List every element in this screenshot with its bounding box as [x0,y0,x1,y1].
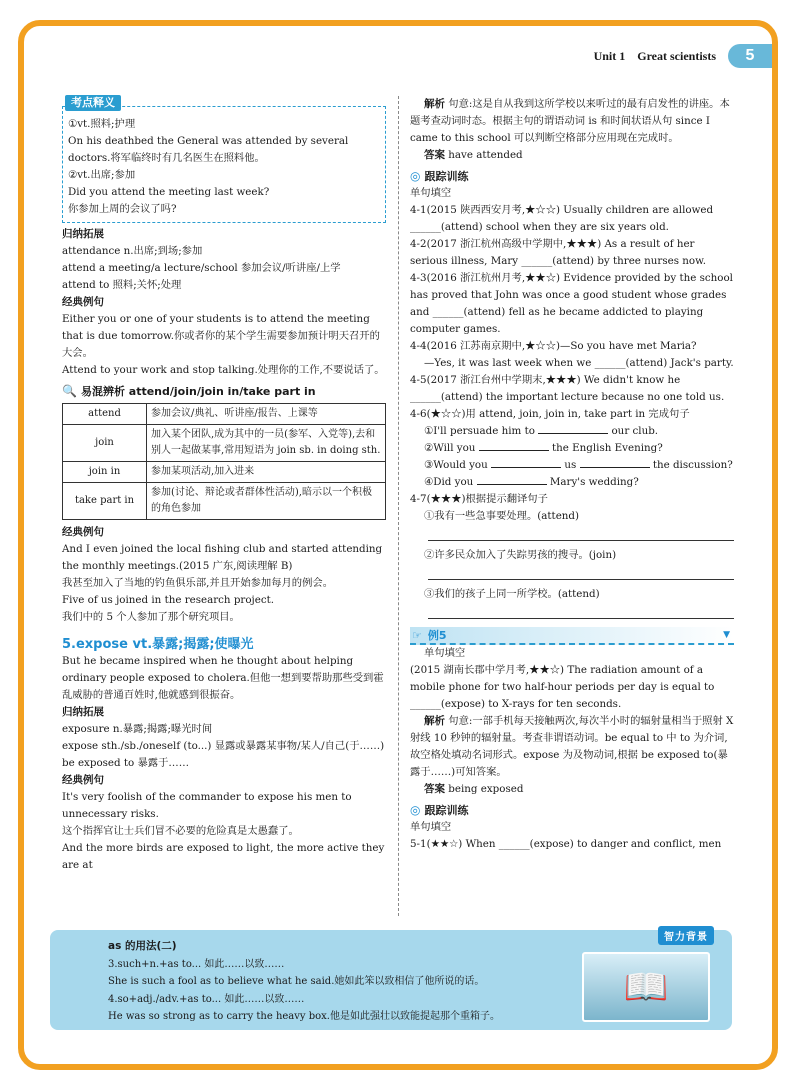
question: 5-1(★★☆) When ______(expose) to danger and conflict, men [410,838,722,850]
table-row [63,425,386,462]
question: 4-1(2015 陕西西安月考,★☆☆) Usually children are allowed ______(attend) school when they are six years old. [410,204,714,233]
text-line: exposure n.暴露;揭露;曝光时间 [62,723,213,735]
text-line: Five of us joined in the research project. [62,594,275,606]
sub-question [410,423,734,440]
sub-question-text: our club. [611,425,659,437]
text-line: Attend to your work and stop talking.处理你的工作,不要说话了。 [62,364,385,376]
compare-title-text: 易混辨析 attend/join/join in/take part in [80,385,316,398]
example-5-title: 例5 [427,628,447,642]
magnifier-icon: 🔍 [62,384,77,398]
panel-title: as 的用法(二) [108,940,177,952]
box-line: ①vt.照料;护理 [68,118,136,130]
page-number: 5 [728,44,772,68]
intellect-badge: 智力背景 [658,926,714,945]
analysis-label: 解析 [424,98,445,110]
answer-text: being exposed [448,783,524,795]
panel-line: He was so strong as to carry the heavy box.他是如此强壮以致能提起那个重箱子。 [108,1011,500,1022]
question: 4-4(2016 江苏南京期中,★☆☆)—So you have met Maria? [410,340,697,352]
sub-question [410,457,734,474]
text-line: attend to 照料;关怀;处理 [62,279,182,291]
answer [410,781,734,798]
track-title [410,168,734,185]
section-title: 经典例句 [62,774,104,786]
key-point-title: 考点释义 [65,95,121,111]
panel-line: She is such a fool as to believe what he said.她如此笨以致相信了他所说的话。 [108,976,485,987]
table-row [63,483,386,520]
answer-line[interactable] [428,605,734,619]
sub-question: ③我们的孩子上同一所学校。(attend) [424,588,600,600]
question: 4-5(2017 浙江台州中学期末,★★★) We didn't know he ______(attend) the important lecture because no one told us. [410,374,725,403]
table-cell: attend [63,404,147,425]
unit-label: Unit 1 [593,48,626,63]
text-line: expose sth./sb./oneself (to...) 显露或暴露某事物/某人/自己(于……) [62,740,385,752]
question-title: 4-6(★☆☆)用 attend, join, join in, take part in 完成句子 [410,408,690,420]
section-title: 经典例句 [62,526,104,538]
answer-label: 答案 [424,783,445,795]
sub-question [410,474,734,491]
track-title-text: 跟踪训练 [424,170,469,183]
answer-text: have attended [448,149,523,161]
unit-title: Great scientists [637,48,716,63]
analysis-text: 句意:一部手机每天接触两次,每次半小时的辐射量相当于照射 X 射线 10 秒钟的辐射量。考查非谓语动词。be equal to 中 to 为介词,故空格处填动名词形式。expose 为及物动词,根据 be exposed to(暴露于……)可知答案。 [410,715,734,778]
section-title: 经典例句 [62,296,104,308]
section-title: 归纳拓展 [62,228,104,240]
intellect-background-panel [50,930,732,1030]
text-line: 我们中的 5 个人参加了那个研究项目。 [62,611,240,623]
table-row [63,404,386,425]
question-title: 4-7(★★★)根据提示翻译句子 [410,493,548,505]
text-line: But he became inspired when he thought about helping ordinary people exposed to cholera.但他一想到要帮助那些受到霍乱威胁的普通百姓时,他就感到很振奋。 [62,655,384,701]
fill-title: 单句填空 [410,187,452,199]
chevron-down-icon: ▼ [723,629,730,640]
panel-line: 3.such+n.+as to... 如此……以致…… [108,958,285,970]
text-line: And the more birds are exposed to light, the more active they are at [62,842,385,871]
analysis-label: 解析 [424,715,445,727]
answer-line[interactable] [428,527,734,541]
box-line: On his deathbed the General was attended by several doctors.将军临终时有几名医生在照料他。 [68,135,349,164]
text-line: attendance n.出席;到场;参加 [62,245,203,257]
column-divider [398,96,399,916]
sub-question: ②许多民众加入了失踪男孩的搜寻。(join) [424,549,617,561]
key-point-box [62,96,386,223]
left-column [62,98,386,874]
open-book-image: 📖 [582,952,710,1022]
running-header [594,44,772,68]
answer-blank[interactable] [491,457,561,468]
table-cell: join [63,425,147,462]
sub-question-text: ①I'll persuade him to [424,425,535,437]
target-icon: ◎ [410,169,421,183]
answer-blank[interactable] [479,440,549,451]
target-icon: ◎ [410,803,421,817]
fill-title: 单句填空 [410,821,452,833]
table-cell: 加入某个团队,成为其中的一员(参军、入党等),去和别人一起做某事,常用短语为 join sb. in doing sth. [147,425,386,462]
right-column [410,96,734,853]
box-line: ②vt.出席;参加 [68,169,136,181]
text-line: be exposed to 暴露于…… [62,757,189,769]
table-row [63,462,386,483]
table-cell: 参加会议/典礼、听讲座/报告、上课等 [147,404,386,425]
sub-question-text: the discussion? [652,459,733,471]
sub-question: ①我有一些急事要处理。(attend) [424,510,580,522]
panel-content [108,938,578,1026]
table-cell: 参加(讨论、辩论或者群体性活动),暗示以一个积极的角色参加 [147,483,386,520]
answer [410,147,734,164]
analysis-text: 句意:这是自从我到这所学校以来听过的最有启发性的讲座。本题考查动词时态。根据主句的谓语动词 is 和时间状语从句 since I came to this school 可以判断空格部分应用现在完成时。 [410,98,730,144]
track-title-text: 跟踪训练 [424,804,469,817]
table-cell: 参加某项活动,加入进来 [147,462,386,483]
table-cell: join in [63,462,147,483]
box-line: Did you attend the meeting last week? [68,186,270,198]
sub-question [410,440,734,457]
sub-question-text: ②Will you [424,442,476,454]
sub-question-text: the English Evening? [552,442,663,454]
sub-question-text: ④Did you [424,476,474,488]
text-line: 这个指挥官让士兵们冒不必要的危险真是太愚蠢了。 [62,825,299,837]
analysis [410,96,734,147]
answer-line[interactable] [428,566,734,580]
text-line: Either you or one of your students is to attend the meeting that is due tomorrow.你或者你的某个学生需要参加预计明天召开的大会。 [62,313,380,359]
box-line: 你参加上周的会议了吗? [68,203,177,215]
track-title [410,802,734,819]
answer-blank[interactable] [538,423,608,434]
question: —Yes, it was last week when we ______(attend) Jack's party. [424,357,734,369]
question: 4-2(2017 浙江杭州高级中学期中,★★★) As a result of her serious illness, Mary ______(attend) by three nurses now. [410,238,706,267]
sub-question-text: ③Would you [424,459,488,471]
compare-title [62,383,386,400]
answer-label: 答案 [424,149,445,161]
example-5-header [410,627,734,645]
text-line: And I even joined the local fishing club and started attending the monthly meetings.(2015 广东,阅读理解 B) [62,543,383,572]
compare-table [62,403,386,520]
panel-line: 4.so+adj./adv.+as to... 如此……以致…… [108,993,305,1005]
sub-question-text: us [564,459,577,471]
text-line: It's very foolish of the commander to expose his men to unnecessary risks. [62,791,352,820]
answer-blank[interactable] [580,457,650,468]
answer-blank[interactable] [477,474,547,485]
question: (2015 湖南长郡中学月考,★★☆) The radiation amount of a mobile phone for two half-hour periods per day is equal to ______(expose) to X-rays for ten seconds. [410,664,715,710]
sub-question-text: Mary's wedding? [549,476,639,488]
table-cell: take part in [63,483,147,520]
hand-icon: ☞ [412,628,422,642]
text-line: 我甚至加入了当地的钓鱼俱乐部,并且开始参加每月的例会。 [62,577,333,589]
analysis [410,713,734,781]
question: 4-3(2016 浙江杭州月考,★★☆) Evidence provided by the school has proved that John was once a good student whose grades and ______(attend) fell as he became addicted to playing computer games. [410,272,733,335]
fill-title: 单句填空 [424,647,466,659]
text-line: attend a meeting/a lecture/school 参加会议/听讲座/上学 [62,262,341,274]
section-title: 归纳拓展 [62,706,104,718]
expose-title: 5.expose vt.暴露;揭露;使曝光 [62,637,254,652]
